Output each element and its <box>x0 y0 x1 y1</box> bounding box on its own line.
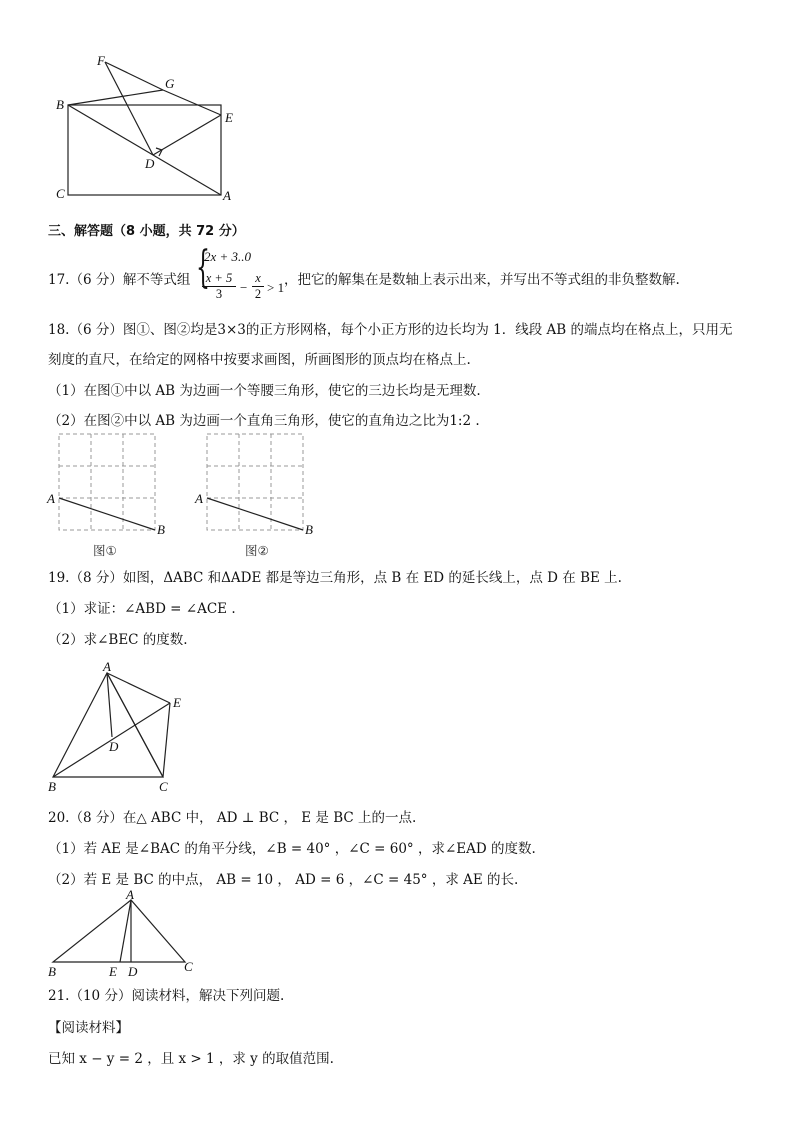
grid1-b-label: B <box>157 522 165 537</box>
q18-sub2: （2）在图②中以 AB 为边画一个直角三角形，使它的直角边之比为1:2 . <box>48 413 480 429</box>
figure-rectangle-bcae <box>50 50 250 205</box>
point-a-label: A <box>223 188 231 203</box>
q19-a-label: A <box>103 659 111 674</box>
q17-frac2-den: 2 <box>252 286 264 302</box>
q19-sub2: （2）求∠BEC 的度数. <box>48 632 188 648</box>
point-d-label: D <box>145 156 155 171</box>
q20-line1: 20.（8 分）在△ ABC 中， AD ⊥ BC ， E 是 BC 上的一点. <box>48 810 417 826</box>
q17-frac2 <box>252 271 264 302</box>
grid-figure-2 <box>193 430 323 560</box>
q17-frac2-num: x <box>255 271 261 285</box>
grid1-a-label: A <box>47 491 55 506</box>
q17-frac1 <box>202 271 236 302</box>
point-c-label: C <box>56 186 65 201</box>
figure-equilateral-triangles <box>45 655 195 795</box>
q21-material: 【阅读材料】 <box>48 1020 129 1036</box>
grid2-a-label: A <box>195 491 203 506</box>
q20-sub2: （2）若 E 是 BC 的中点， AB = 10 ， AD = 6 ，∠C = 45° ，求 AE 的长. <box>48 872 519 888</box>
q19-e-label: E <box>173 695 181 710</box>
q19-b-label: B <box>48 779 56 794</box>
q20-sub1: （1）若 AE 是∠BAC 的角平分线，∠B = 40° ，∠C = 60° ，求∠EAD 的度数. <box>48 841 536 857</box>
q17-minus: − <box>240 280 248 295</box>
q17-gt: > 1 <box>267 280 285 295</box>
grid1-caption: 图① <box>93 543 117 558</box>
q21-given: 已知 x − y = 2 ，且 x > 1 ，求 y 的取值范围. <box>48 1051 334 1067</box>
q19-c-label: C <box>159 779 168 794</box>
point-e-label: E <box>225 110 233 125</box>
q20-b-label: B <box>48 964 56 979</box>
q20-c-label: C <box>184 959 193 974</box>
q17-number <box>48 268 190 288</box>
inequality-brace: { <box>196 242 210 293</box>
section-title: 三、解答题（8 小题，共 72 分） <box>48 224 245 239</box>
q18-sub1: （1）在图①中以 AB 为边画一个等腰三角形，使它的三边长均是无理数. <box>48 383 481 399</box>
q20-a-label: A <box>126 888 134 902</box>
q17-line1: 2x + 3..0 <box>204 249 252 264</box>
q17-num: 17. <box>48 272 70 288</box>
q19-sub1: （1）求证：∠ABD = ∠ACE . <box>48 601 236 617</box>
grid-figure-1 <box>45 430 175 560</box>
q20-e-label: E <box>109 964 117 979</box>
q21-line1: 21.（10 分）阅读材料，解决下列问题. <box>48 988 285 1004</box>
q17-frac1-num: x + 5 <box>205 271 233 285</box>
q17-score: （6 分） <box>69 272 123 288</box>
grid2-caption: 图② <box>245 543 269 558</box>
point-g-label: G <box>165 76 175 91</box>
point-f-label: F <box>97 53 105 68</box>
q18-line2: 刻度的直尺，在给定的网格中按要求画图，所画图形的顶点均在格点上. <box>48 352 471 368</box>
q17-prefix: 解不等式组 <box>122 272 191 288</box>
figure-triangle-abc <box>45 888 205 980</box>
q20-d-label: D <box>128 964 138 979</box>
point-b-label: B <box>56 97 64 112</box>
q17-frac1-den: 3 <box>202 286 236 302</box>
q18-line1: 18.（6 分）图①、图②均是3×3的正方形网格，每个小正方形的边长均为 1．线段 AB 的端点均在格点上，只用无 <box>48 322 733 338</box>
q19-line1: 19.（8 分）如图，ΔABC 和ΔADE 都是等边三角形，点 B 在 ED 的延长线上，点 D 在 BE 上. <box>48 570 622 586</box>
q17-suffix: ，把它的解集在是数轴上表示出来，并写出不等式组的非负整数解. <box>284 272 680 288</box>
grid2-b-label: B <box>305 522 313 537</box>
q19-d-label: D <box>109 739 119 754</box>
